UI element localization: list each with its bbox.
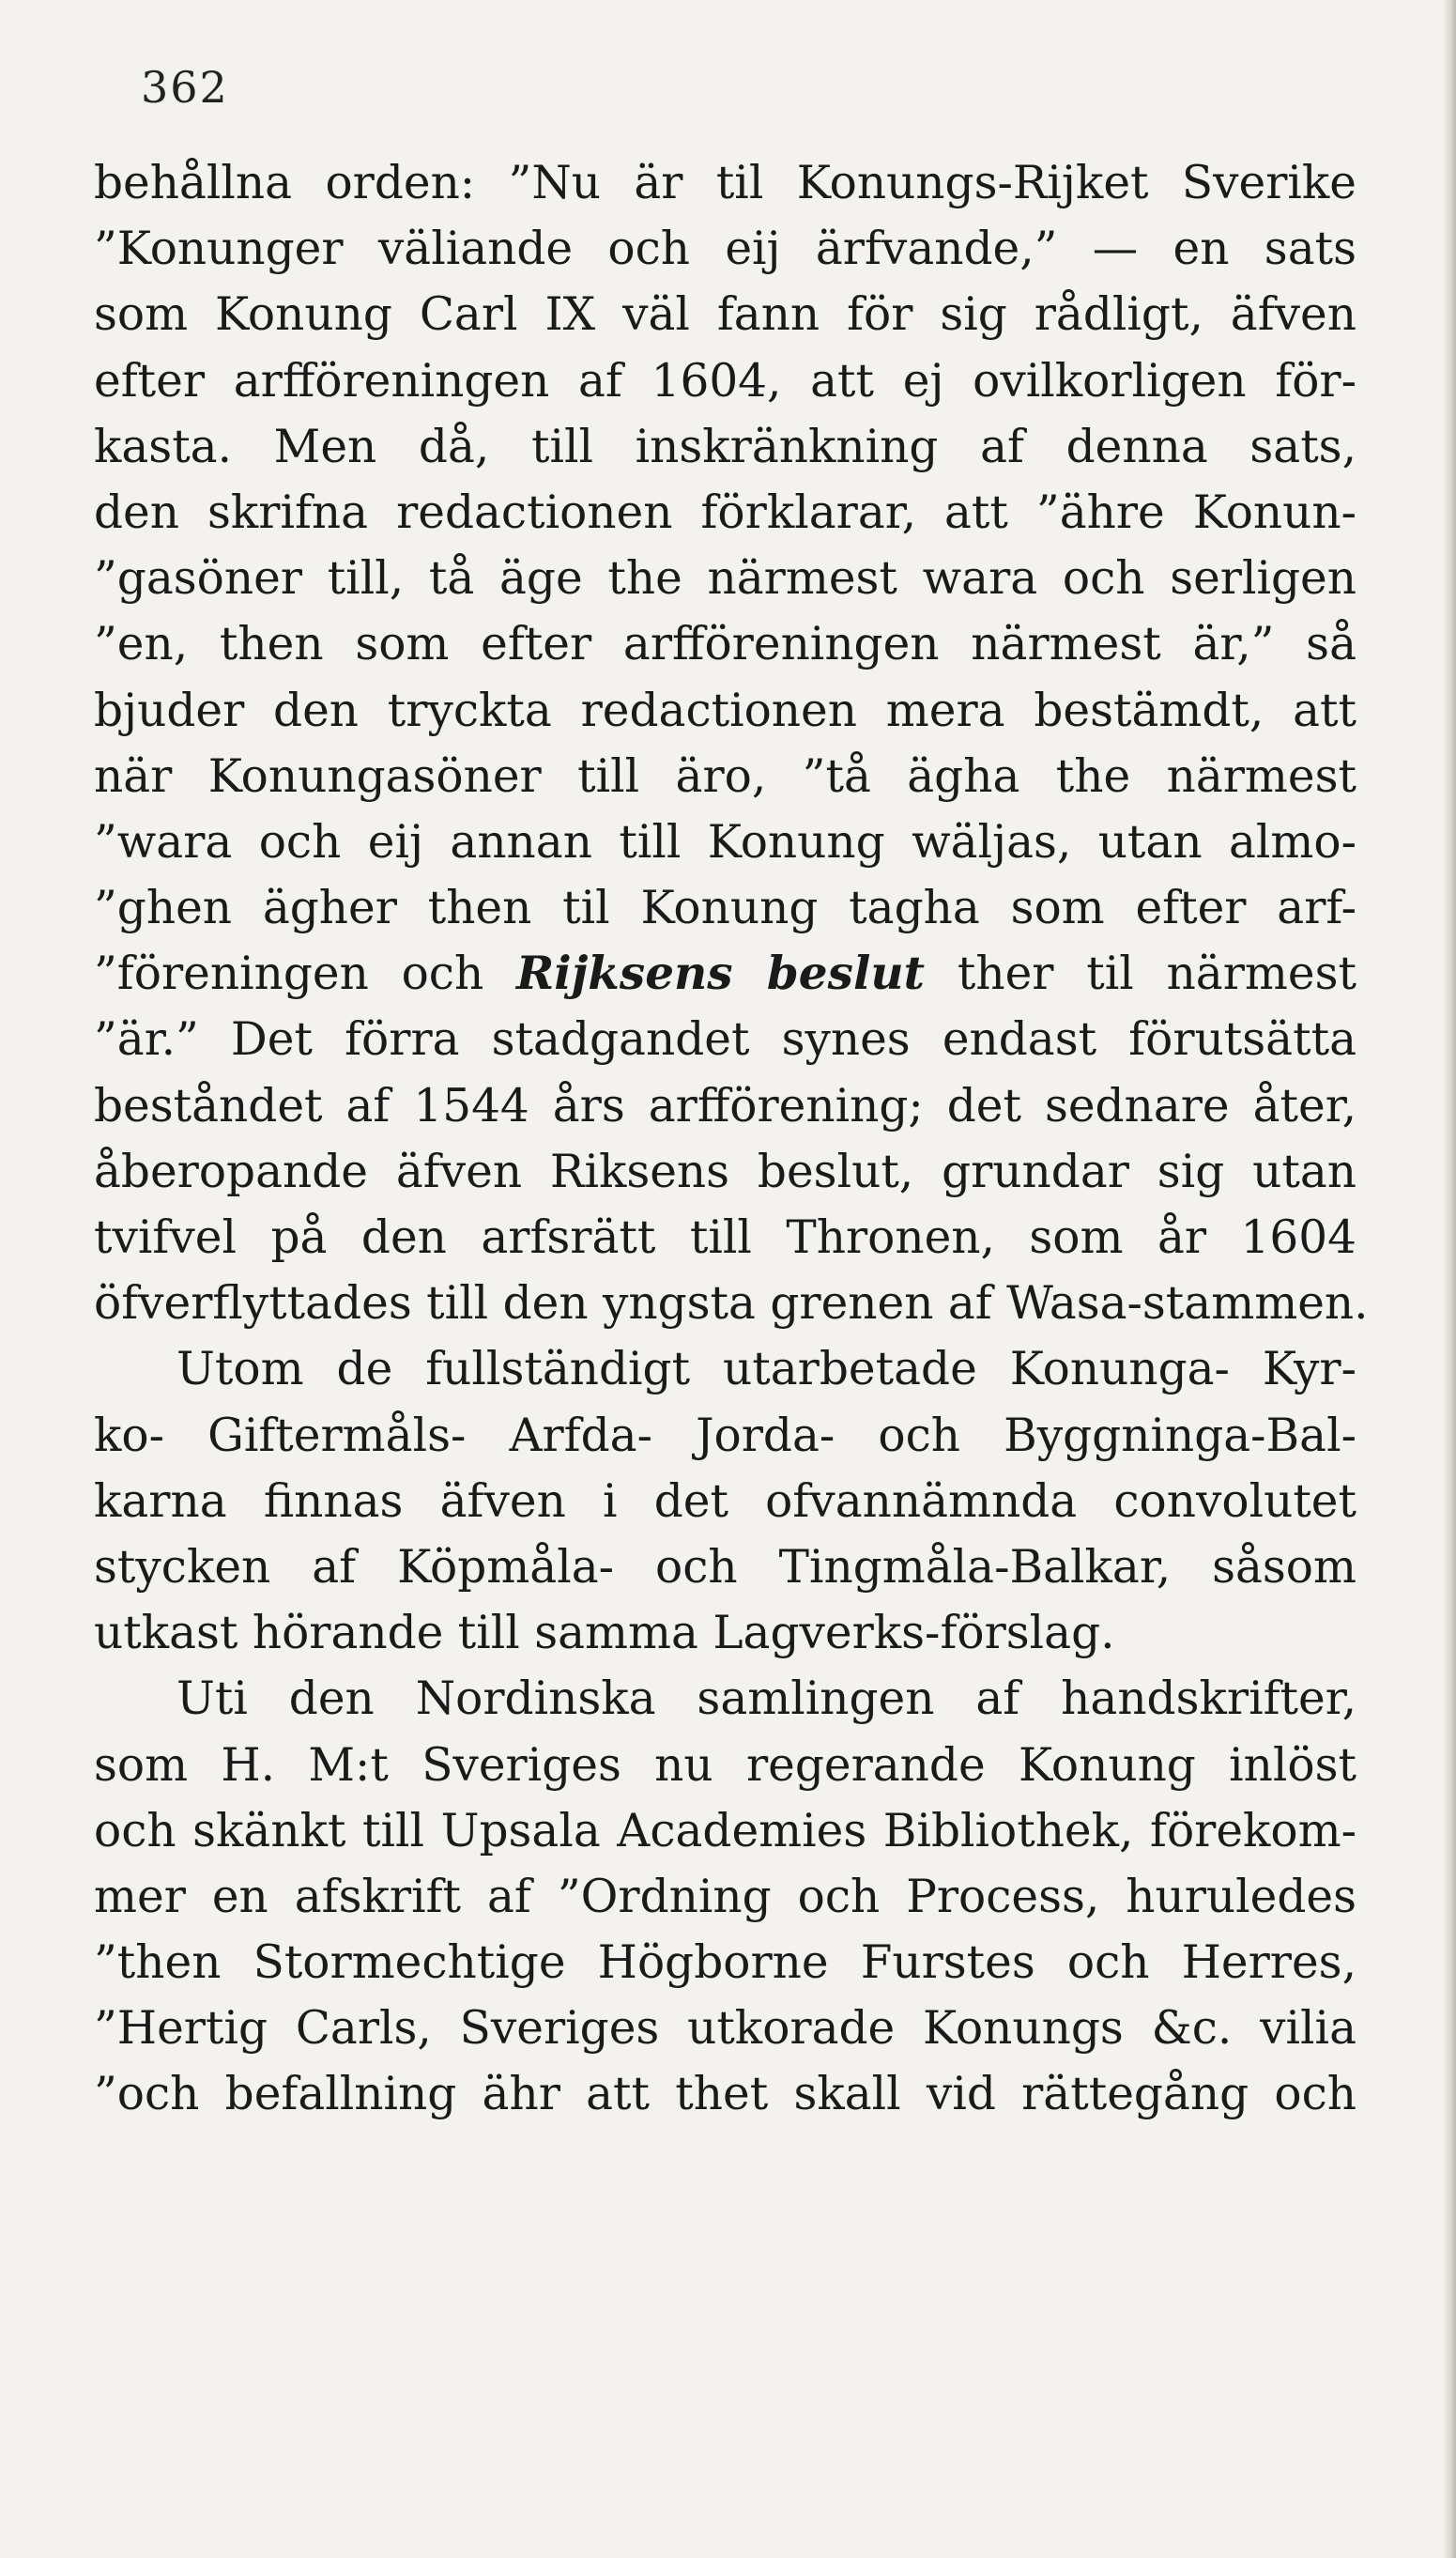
text-line: åberopande äfven Riksens beslut, grundar sig utan — [94, 1145, 1356, 1198]
text-line: öfverflyttades till den yngsta grenen af Wasa-stammen. — [94, 1277, 1369, 1331]
text-line: ”en, then som efter arfföreningen närmest är,” så — [94, 618, 1356, 671]
text-line: kasta. Men då, till inskränkning af denna sats, — [94, 420, 1356, 473]
text-line: utkast hörande till samma Lagverks-förslag. — [94, 1607, 1115, 1660]
text-line: stycken af Köpmåla- och Tingmåla-Balkar, såsom — [94, 1540, 1356, 1594]
text-line: ”ghen ägher then til Konung tagha som efter arf- — [94, 882, 1356, 935]
paragraph-start-line: Utom de fullständigt utarbetade Konunga- Kyr- — [176, 1343, 1356, 1396]
text-line: tvifvel på den arfsrätt till Thronen, som år 1604 — [94, 1211, 1356, 1264]
text-line: ”är.” Det förra stadgandet synes endast förutsätta — [94, 1013, 1356, 1067]
text-line-with-emphasis — [94, 941, 1356, 1007]
text-line: när Konungasöner till äro, ”tå ägha the närmest — [94, 749, 1356, 803]
paragraph-start-line: Uti den Nordinska samlingen af handskrifter, — [176, 1672, 1356, 1726]
page-number: 362 — [141, 62, 229, 113]
text-line: som H. M:t Sveriges nu regerande Konung inlöst — [94, 1738, 1356, 1792]
text-line: mer en afskrift af ”Ordning och Process, huruledes — [94, 1870, 1356, 1923]
text-run: ”föreningen och — [94, 948, 516, 1001]
text-line: ”then Stormechtige Högborne Furstes och Herres, — [94, 1936, 1356, 1990]
text-line: ko- Giftermåls- Arfda- Jorda- och Byggninga-Bal- — [94, 1409, 1356, 1462]
emphasized-phrase: Rijksens beslut — [516, 947, 926, 1001]
text-line: efter arfföreningen af 1604, att ej ovilkorligen för- — [94, 354, 1356, 408]
text-line: ”gasöner till, tå äge the närmest wara och serligen — [94, 552, 1356, 606]
text-line: ”Konunger väliande och eij ärfvande,” — en sats — [94, 223, 1356, 276]
text-line: och skänkt till Upsala Academies Bibliothek, förekom- — [94, 1804, 1356, 1857]
text-line: ”Hertig Carls, Sveriges utkorade Konungs &c. vilia — [94, 2002, 1356, 2056]
body-text — [94, 150, 1369, 2128]
text-line: ”och befallning ähr att thet skall vid rättegång och — [94, 2068, 1356, 2121]
page-edge — [1443, 0, 1456, 2558]
text-line: som Konung Carl IX väl fann för sig rådligt, äfven — [94, 288, 1356, 342]
text-line: behållna orden: ”Nu är til Konungs-Rijket Sverike — [94, 157, 1356, 209]
text-line: den skrifna redactionen förklarar, att ”ähre Konun- — [94, 485, 1356, 539]
text-line: beståndet af 1544 års arfförening; det sednare åter, — [94, 1079, 1356, 1133]
text-line: karna finnas äfven i det ofvannämnda convolutet — [94, 1474, 1356, 1528]
text-line: bjuder den tryckta redactionen mera bestämdt, att — [94, 684, 1356, 737]
text-run: ther til närmest — [925, 948, 1356, 1001]
text-line: ”wara och eij annan till Konung wäljas, utan almo- — [94, 815, 1356, 869]
